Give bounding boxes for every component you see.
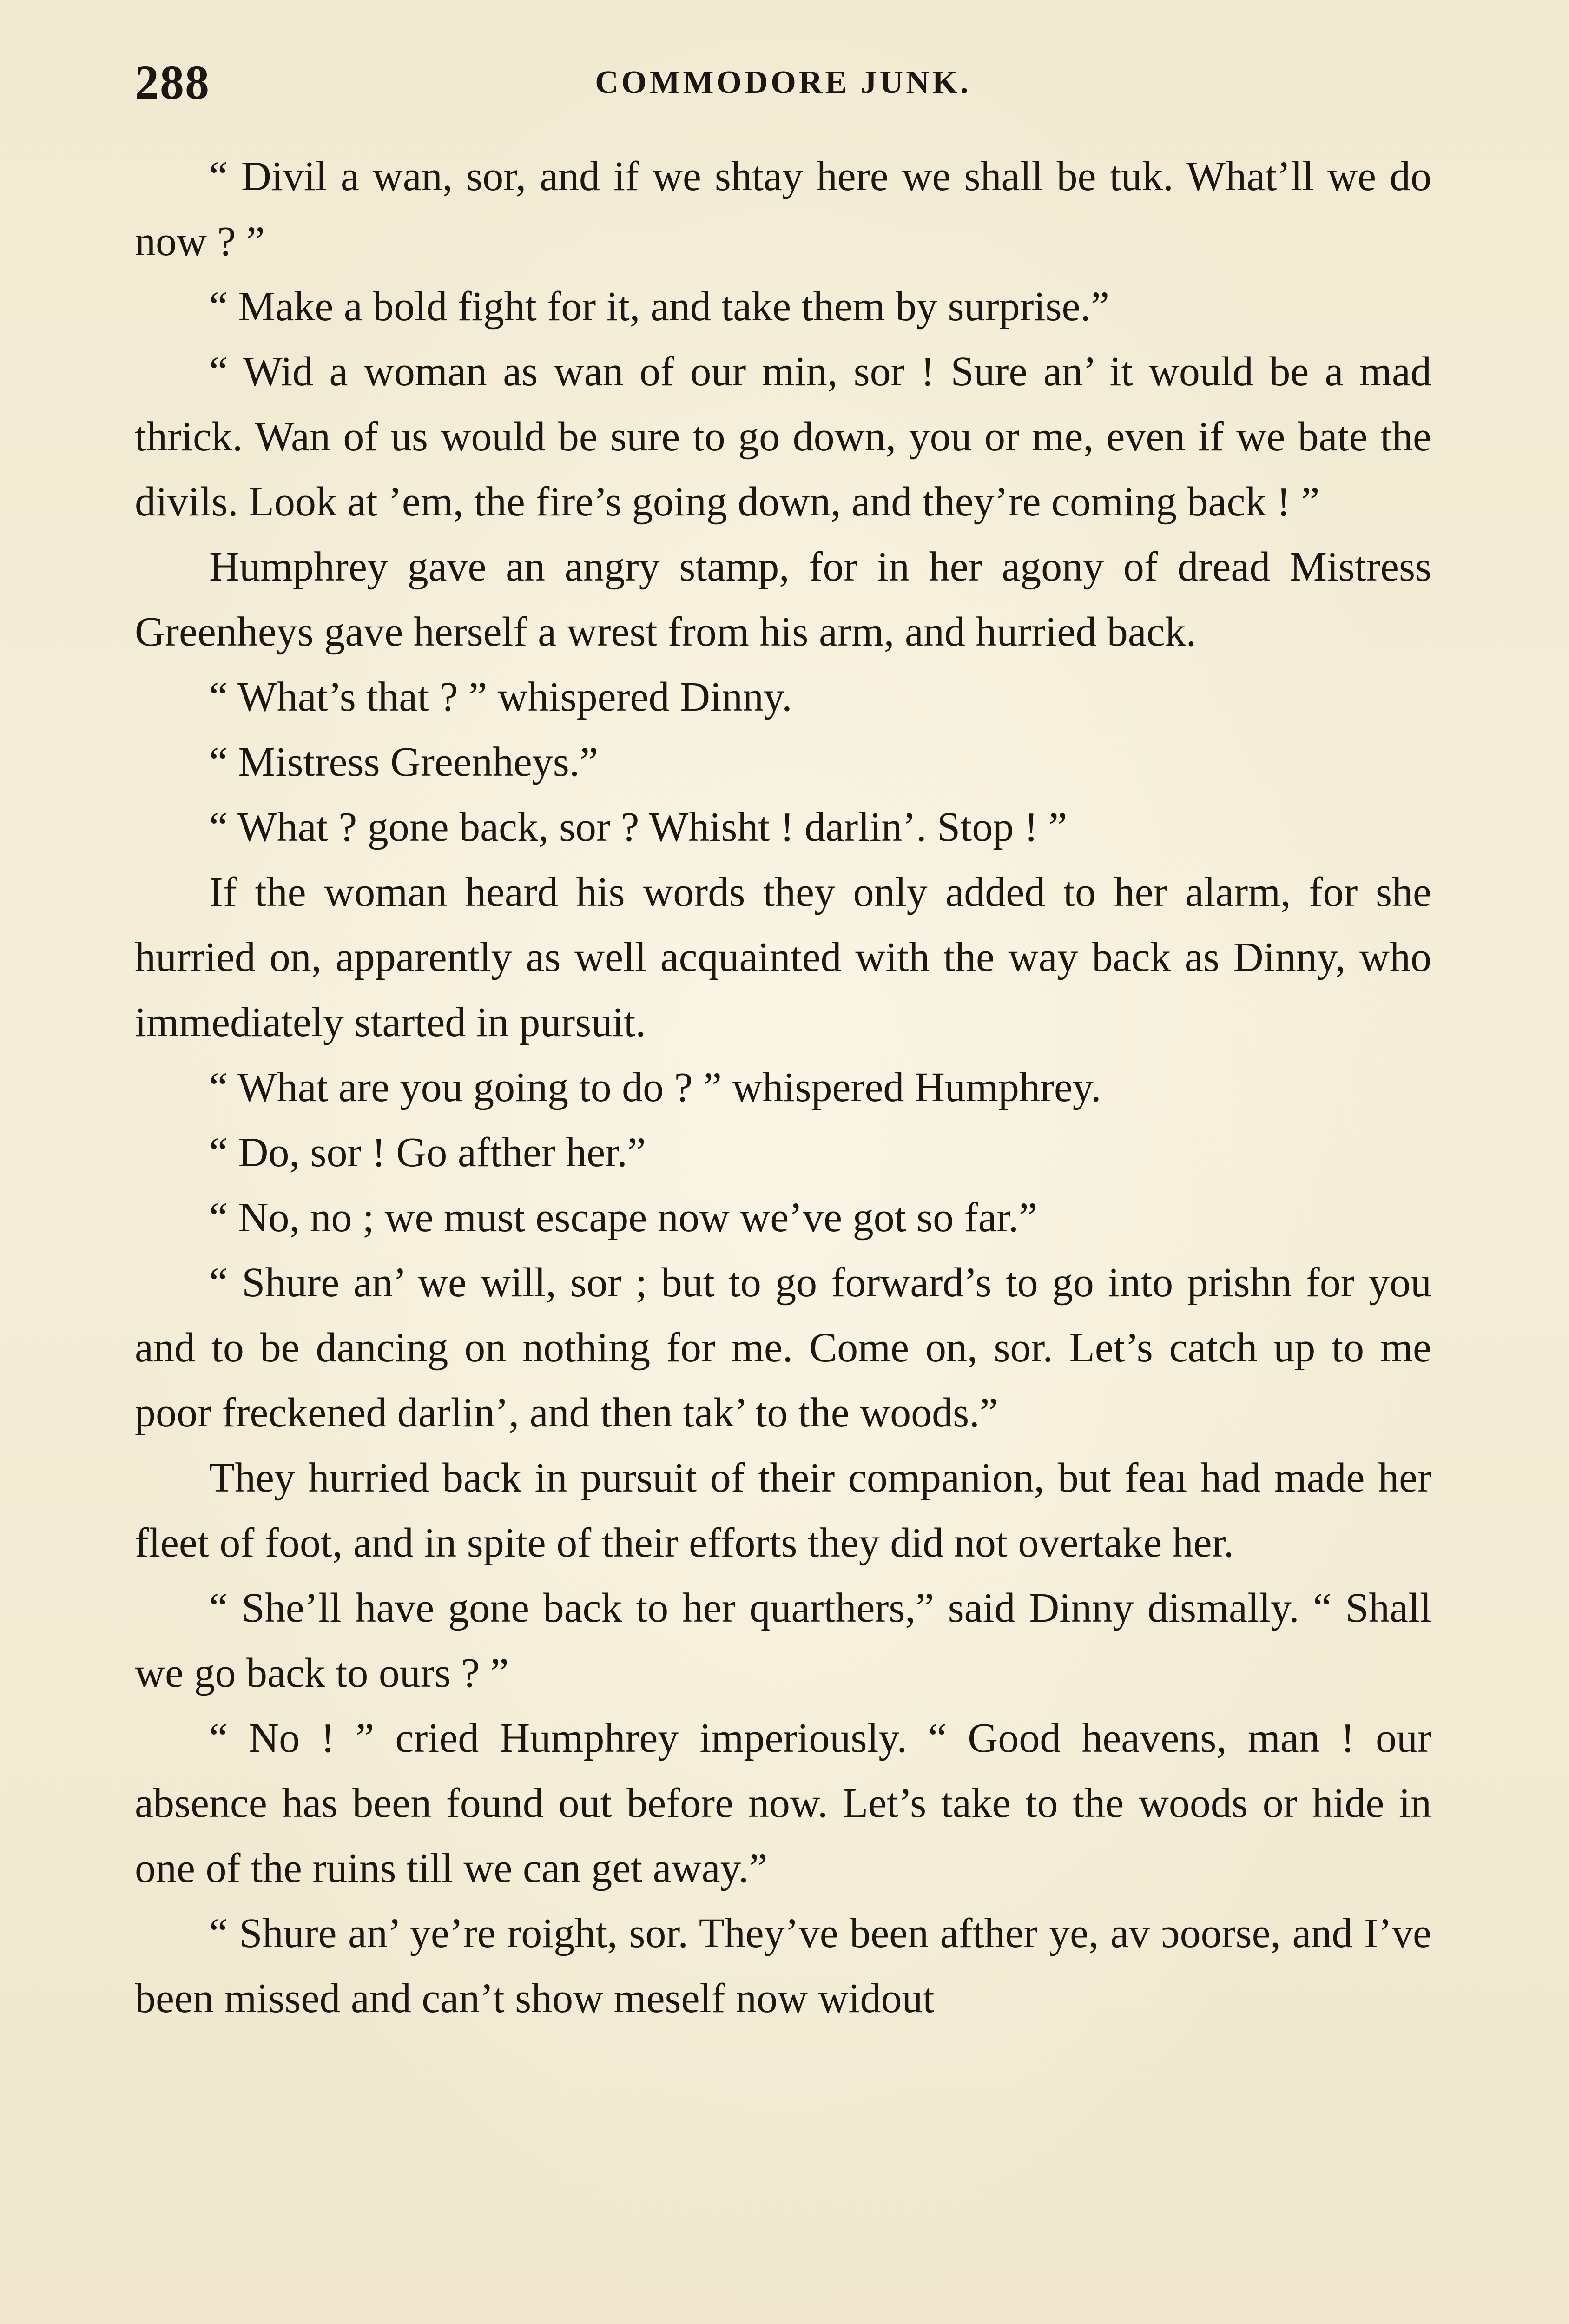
paragraph: “ Do, sor ! Go afther her.”: [209, 1129, 646, 1175]
paragraph: “ Shure an’ we will, sor ; but to go forward’s to go into prishn for you and to be dancing on nothing for me. Come on, sor. Let’s catch up to me poor freckened darlin’, and then tak’ to the woods.”: [135, 1260, 1431, 1436]
paragraph: “ Divil a wan, sor, and if we shtay here we shall be tuk. What’ll we do now ? ”: [135, 153, 1431, 264]
paragraph: “ Shure an’ ye’re roight, sor. They’ve been afther ye, av ɔoorse, and I’ve been missed and can’t show meself now widout: [135, 1910, 1431, 2021]
running-title: COMMODORE JUNK.: [595, 65, 971, 100]
paragraph: “ What’s that ? ” whispered Dinny.: [209, 674, 792, 720]
paragraph: “ What are you going to do ? ” whispered Humphrey.: [209, 1064, 1101, 1110]
paragraph: “ No ! ” cried Humphrey imperiously. “ Good heavens, man ! our absence has been found out before now. Let’s take to the woods or hide in one of the ruins till we can get away.”: [135, 1715, 1431, 1891]
paragraph: “ No, no ; we must escape now we’ve got so far.”: [209, 1195, 1037, 1241]
paragraph: “ Wid a woman as wan of our min, sor ! Sure an’ it would be a mad thrick. Wan of us would be sure to go down, you or me, even if we bate the divils. Look at ’em, the fire’s going down, and they’re coming back ! ”: [135, 349, 1431, 525]
paragraph: “ Make a bold fight for it, and take them by surprise.”: [209, 284, 1109, 330]
paragraph: If the woman heard his words they only added to her alarm, for she hurried on, apparently as well acquainted with the way back as Dinny, who immediately started in pursuit.: [135, 869, 1431, 1045]
paragraph: Humphrey gave an angry stamp, for in her agony of dread Mistress Greenheys gave herself a wrest from his arm, and hurried back.: [135, 544, 1431, 655]
page-number: 288: [135, 56, 210, 109]
paragraph: “ What ? gone back, sor ? Whisht ! darlin’. Stop ! ”: [209, 804, 1068, 850]
paragraph: “ She’ll have gone back to her quarthers,” said Dinny dismally. “ Shall we go back to ours ? ”: [135, 1585, 1431, 1696]
paragraph: They hurried back in pursuit of their companion, but feaı had made her fleet of foot, and in spite of their efforts they did not overtake her.: [135, 1455, 1431, 1566]
page-header: [135, 55, 1431, 120]
body-text: [135, 144, 1431, 2031]
paragraph: “ Mistress Greenheys.”: [209, 739, 599, 785]
